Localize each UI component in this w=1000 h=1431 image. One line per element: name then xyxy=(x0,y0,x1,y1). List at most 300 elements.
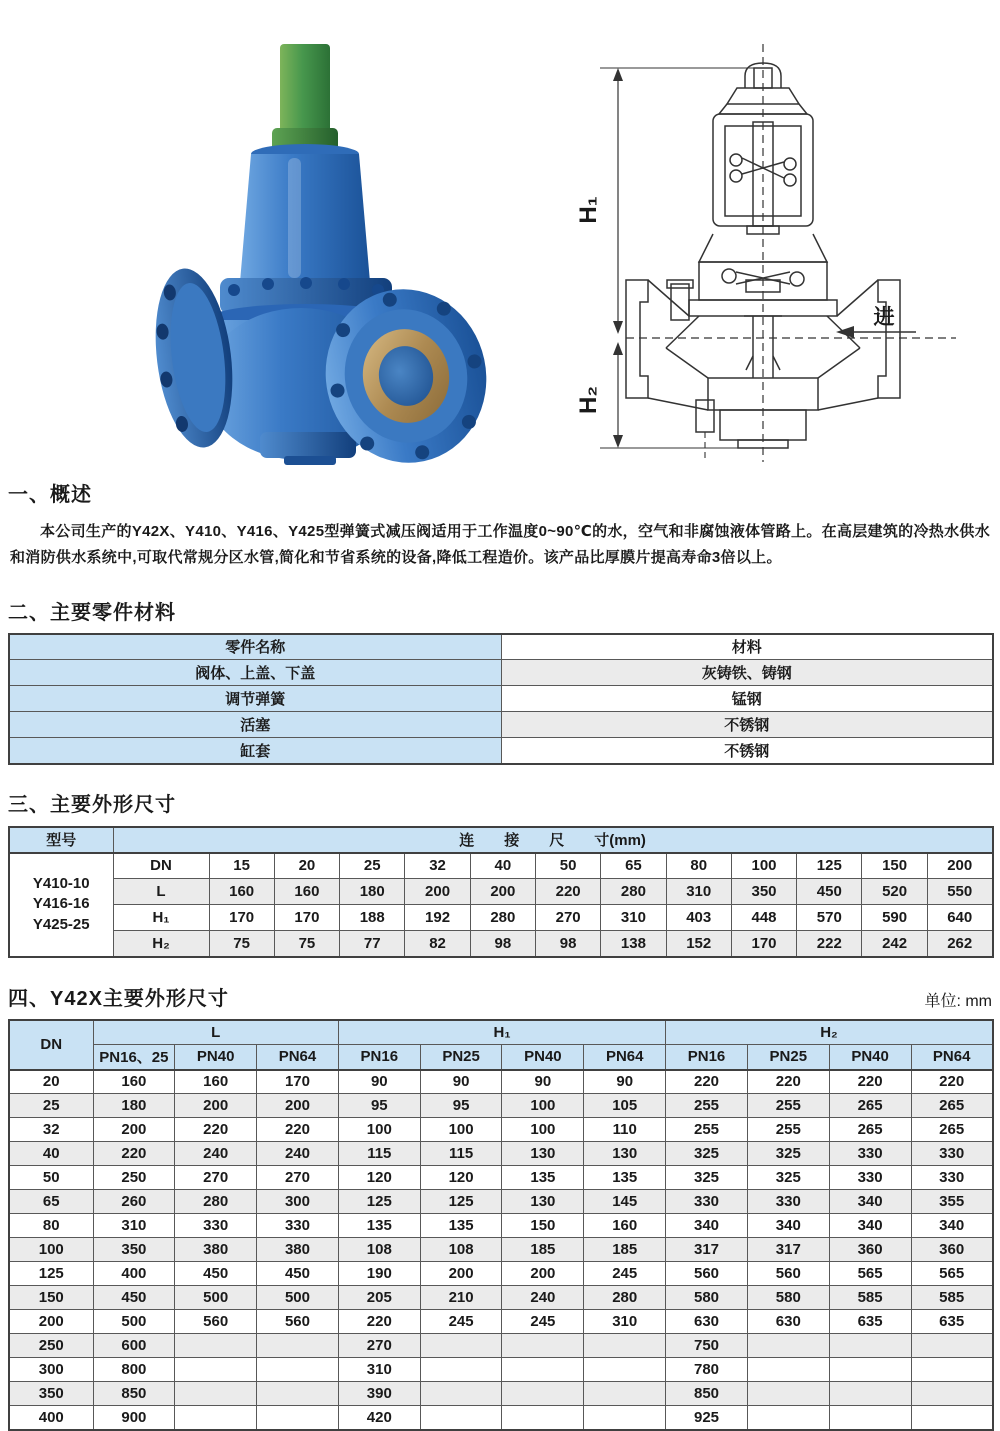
cell: 210 xyxy=(420,1286,502,1310)
cell: 260 xyxy=(93,1190,175,1214)
part-name: 缸套 xyxy=(9,738,501,764)
cell: 330 xyxy=(175,1214,257,1238)
cell: 850 xyxy=(666,1382,748,1406)
cell: 75 xyxy=(274,931,339,957)
cell xyxy=(747,1382,829,1406)
cell: 15 xyxy=(209,853,274,879)
cell: 550 xyxy=(927,879,992,905)
cell: 380 xyxy=(257,1238,339,1262)
pn-header: PN64 xyxy=(584,1045,666,1070)
cell: 640 xyxy=(927,905,992,931)
cell xyxy=(420,1358,502,1382)
cell: 317 xyxy=(666,1238,748,1262)
cell xyxy=(911,1382,993,1406)
pn-header: PN40 xyxy=(829,1045,911,1070)
dim-header-row xyxy=(9,827,993,853)
cell: 245 xyxy=(584,1262,666,1286)
cell: 350 xyxy=(93,1238,175,1262)
cell: 570 xyxy=(797,905,862,931)
cell: 325 xyxy=(747,1166,829,1190)
cell: 255 xyxy=(747,1118,829,1142)
cell: 255 xyxy=(666,1118,748,1142)
row-label: H₂ xyxy=(113,931,209,957)
cell: 255 xyxy=(666,1094,748,1118)
cell: 220 xyxy=(747,1070,829,1094)
cell xyxy=(911,1406,993,1430)
cell: 95 xyxy=(420,1094,502,1118)
cell: 25 xyxy=(9,1094,93,1118)
cell xyxy=(829,1382,911,1406)
cell: 300 xyxy=(9,1358,93,1382)
cell: 585 xyxy=(911,1286,993,1310)
materials-row xyxy=(9,660,993,686)
cell: 150 xyxy=(502,1214,584,1238)
table-row xyxy=(9,1070,993,1094)
cell: 560 xyxy=(747,1262,829,1286)
cell xyxy=(420,1406,502,1430)
cell: 310 xyxy=(666,879,731,905)
model-column-header: 型号 xyxy=(9,827,113,853)
cell: 185 xyxy=(502,1238,584,1262)
cell: 580 xyxy=(666,1286,748,1310)
section-y42x-title: 四、Y42X主要外形尺寸 xyxy=(8,987,229,1010)
cell: 205 xyxy=(338,1286,420,1310)
adjust-screw xyxy=(280,44,330,136)
cell: 108 xyxy=(420,1238,502,1262)
cell: 580 xyxy=(747,1286,829,1310)
cell: 340 xyxy=(829,1214,911,1238)
part-material: 不锈钢 xyxy=(501,738,993,764)
pn-header: PN64 xyxy=(257,1045,339,1070)
cell: 185 xyxy=(584,1238,666,1262)
cell: 360 xyxy=(829,1238,911,1262)
cell: 265 xyxy=(829,1094,911,1118)
cell: 90 xyxy=(420,1070,502,1094)
cell: 800 xyxy=(93,1358,175,1382)
cell: 100 xyxy=(420,1118,502,1142)
section-overview-title: 一、概述 xyxy=(8,484,92,506)
cell: 170 xyxy=(209,905,274,931)
y42x-dimensions-table xyxy=(8,1019,994,1431)
cell: 265 xyxy=(911,1094,993,1118)
cell xyxy=(911,1334,993,1358)
cell: 310 xyxy=(338,1358,420,1382)
cell: 220 xyxy=(829,1070,911,1094)
pn-header: PN25 xyxy=(420,1045,502,1070)
cell xyxy=(175,1406,257,1430)
cell xyxy=(829,1406,911,1430)
cell: 170 xyxy=(731,931,796,957)
valve-photo-shapes xyxy=(146,44,502,478)
cell: 420 xyxy=(338,1406,420,1430)
cell: 270 xyxy=(175,1166,257,1190)
valve-photo xyxy=(108,28,500,475)
cell: 500 xyxy=(175,1286,257,1310)
cell: 400 xyxy=(9,1406,93,1430)
cell: 630 xyxy=(666,1310,748,1334)
valve-drawing-svg xyxy=(548,38,972,468)
materials-table xyxy=(8,633,994,765)
cell: 95 xyxy=(338,1094,420,1118)
cell: 160 xyxy=(209,879,274,905)
table-row xyxy=(9,1382,993,1406)
left-flange-plate xyxy=(626,280,648,398)
cell: 170 xyxy=(274,905,339,931)
section-materials-title: 二、主要零件材料 xyxy=(8,601,176,624)
cell xyxy=(257,1334,339,1358)
table-row xyxy=(9,1358,993,1382)
cell: 200 xyxy=(175,1094,257,1118)
cell: 310 xyxy=(584,1310,666,1334)
cell: 270 xyxy=(257,1166,339,1190)
cell: 82 xyxy=(405,931,470,957)
cell: 125 xyxy=(797,853,862,879)
cell: 240 xyxy=(175,1142,257,1166)
cell: 600 xyxy=(93,1334,175,1358)
cell: 75 xyxy=(209,931,274,957)
cell: 100 xyxy=(731,853,796,879)
cell xyxy=(257,1382,339,1406)
cell xyxy=(257,1358,339,1382)
inlet-label: 进 xyxy=(873,306,895,329)
materials-row xyxy=(9,712,993,738)
cell: 317 xyxy=(747,1238,829,1262)
cell: 330 xyxy=(911,1166,993,1190)
table-row xyxy=(9,1094,993,1118)
cell xyxy=(502,1334,584,1358)
group-header-l: L xyxy=(93,1020,338,1045)
cell: 100 xyxy=(338,1118,420,1142)
materials-row xyxy=(9,686,993,712)
cell xyxy=(911,1358,993,1382)
cell: 20 xyxy=(274,853,339,879)
model-list-cell xyxy=(9,853,113,957)
cell: 635 xyxy=(911,1310,993,1334)
cell: 100 xyxy=(9,1238,93,1262)
connection-size-header: 连 接 尺 寸(mm) xyxy=(113,827,993,853)
cell: 220 xyxy=(175,1118,257,1142)
cell: 390 xyxy=(338,1382,420,1406)
cell: 98 xyxy=(470,931,535,957)
cell xyxy=(257,1406,339,1430)
dim-row-l xyxy=(9,879,993,905)
cell: 135 xyxy=(420,1214,502,1238)
cell: 130 xyxy=(502,1142,584,1166)
cell: 585 xyxy=(829,1286,911,1310)
cell: 192 xyxy=(405,905,470,931)
cell: 80 xyxy=(666,853,731,879)
col-header-part-name: 零件名称 xyxy=(9,634,501,660)
cell xyxy=(829,1334,911,1358)
figure-area xyxy=(0,0,1000,470)
cell: 450 xyxy=(797,879,862,905)
table-row xyxy=(9,1118,993,1142)
pn-header: PN25 xyxy=(747,1045,829,1070)
cell: 450 xyxy=(257,1262,339,1286)
cell: 270 xyxy=(338,1334,420,1358)
cell xyxy=(420,1382,502,1406)
cell: 255 xyxy=(747,1094,829,1118)
cell: 77 xyxy=(340,931,405,957)
cell xyxy=(420,1334,502,1358)
cell: 220 xyxy=(93,1142,175,1166)
cell: 160 xyxy=(175,1070,257,1094)
cell xyxy=(584,1406,666,1430)
part-material: 不锈钢 xyxy=(501,712,993,738)
cell: 160 xyxy=(274,879,339,905)
cell: 240 xyxy=(257,1142,339,1166)
cell: 220 xyxy=(338,1310,420,1334)
section-y42x-header xyxy=(8,982,992,1011)
y42x-header-row-groups xyxy=(9,1020,993,1045)
cell: 110 xyxy=(584,1118,666,1142)
pn-header: PN16、25 xyxy=(93,1045,175,1070)
cell: 925 xyxy=(666,1406,748,1430)
cell: 115 xyxy=(338,1142,420,1166)
cell: 500 xyxy=(93,1310,175,1334)
table-row xyxy=(9,1406,993,1430)
cell: 50 xyxy=(9,1166,93,1190)
cell: 160 xyxy=(93,1070,175,1094)
cell: 135 xyxy=(584,1166,666,1190)
cell: 108 xyxy=(338,1238,420,1262)
table-row xyxy=(9,1286,993,1310)
cell: 200 xyxy=(927,853,992,879)
cell: 98 xyxy=(535,931,600,957)
part-material: 锰钢 xyxy=(501,686,993,712)
cell: 90 xyxy=(502,1070,584,1094)
cell: 340 xyxy=(747,1214,829,1238)
cell: 80 xyxy=(9,1214,93,1238)
cell: 325 xyxy=(666,1142,748,1166)
y42x-header-row-pn xyxy=(9,1045,993,1070)
cell: 340 xyxy=(829,1190,911,1214)
valve-technical-drawing xyxy=(548,38,972,473)
part-name: 调节弹簧 xyxy=(9,686,501,712)
cell: 280 xyxy=(470,905,535,931)
cell: 565 xyxy=(911,1262,993,1286)
bottom-cap xyxy=(260,432,356,458)
materials-row xyxy=(9,738,993,764)
cell xyxy=(175,1382,257,1406)
cell: 325 xyxy=(666,1166,748,1190)
pn-header: PN64 xyxy=(911,1045,993,1070)
cell: 635 xyxy=(829,1310,911,1334)
spring-housing xyxy=(240,154,370,282)
cell: 120 xyxy=(338,1166,420,1190)
table-row xyxy=(9,1238,993,1262)
cell: 180 xyxy=(340,879,405,905)
cell: 40 xyxy=(470,853,535,879)
cell: 380 xyxy=(175,1238,257,1262)
cell: 125 xyxy=(420,1190,502,1214)
cell: 115 xyxy=(420,1142,502,1166)
cell: 50 xyxy=(535,853,600,879)
cell: 130 xyxy=(584,1142,666,1166)
cell: 500 xyxy=(257,1286,339,1310)
cell: 325 xyxy=(747,1142,829,1166)
cell: 262 xyxy=(927,931,992,957)
cell xyxy=(502,1382,584,1406)
cell xyxy=(584,1382,666,1406)
cell: 220 xyxy=(666,1070,748,1094)
cell: 350 xyxy=(731,879,796,905)
cell: 90 xyxy=(338,1070,420,1094)
cell: 403 xyxy=(666,905,731,931)
cell: 340 xyxy=(666,1214,748,1238)
cell: 32 xyxy=(9,1118,93,1142)
part-name: 活塞 xyxy=(9,712,501,738)
cell: 220 xyxy=(911,1070,993,1094)
cell: 125 xyxy=(9,1262,93,1286)
cell: 20 xyxy=(9,1070,93,1094)
cell: 150 xyxy=(9,1286,93,1310)
cell: 135 xyxy=(502,1166,584,1190)
cell: 780 xyxy=(666,1358,748,1382)
cell xyxy=(584,1334,666,1358)
table-row xyxy=(9,1334,993,1358)
section-dimensions-title: 三、主要外形尺寸 xyxy=(8,793,176,816)
cell: 560 xyxy=(257,1310,339,1334)
cell: 560 xyxy=(175,1310,257,1334)
cell: 280 xyxy=(175,1190,257,1214)
cell: 200 xyxy=(257,1094,339,1118)
cell xyxy=(502,1406,584,1430)
cell: 65 xyxy=(601,853,666,879)
cell xyxy=(829,1358,911,1382)
pn-header: PN16 xyxy=(338,1045,420,1070)
cell: 590 xyxy=(862,905,927,931)
cell: 100 xyxy=(502,1118,584,1142)
cell: 200 xyxy=(93,1118,175,1142)
cell: 330 xyxy=(747,1190,829,1214)
cell: 220 xyxy=(535,879,600,905)
cell: 280 xyxy=(584,1286,666,1310)
right-flange-plate xyxy=(878,280,900,398)
cell: 188 xyxy=(340,905,405,931)
cell: 240 xyxy=(502,1286,584,1310)
cell xyxy=(502,1358,584,1382)
model-name: Y410-10 xyxy=(32,875,90,893)
cell: 200 xyxy=(502,1262,584,1286)
cell: 138 xyxy=(601,931,666,957)
cell: 190 xyxy=(338,1262,420,1286)
cell: 360 xyxy=(911,1238,993,1262)
pn-header: PN40 xyxy=(502,1045,584,1070)
cell: 280 xyxy=(601,879,666,905)
cell: 152 xyxy=(666,931,731,957)
col-header-material: 材料 xyxy=(501,634,993,660)
cell: 400 xyxy=(93,1262,175,1286)
cell: 40 xyxy=(9,1142,93,1166)
cell: 265 xyxy=(911,1118,993,1142)
connection-dimensions-table xyxy=(8,826,994,958)
cell: 330 xyxy=(911,1142,993,1166)
cell: 245 xyxy=(420,1310,502,1334)
valve-photo-svg xyxy=(108,28,500,470)
dn-column-header: DN xyxy=(9,1020,93,1070)
cell: 300 xyxy=(257,1190,339,1214)
h1-dimension-label: H₁ xyxy=(575,196,602,224)
cell: 340 xyxy=(911,1214,993,1238)
cell: 160 xyxy=(584,1214,666,1238)
cell: 145 xyxy=(584,1190,666,1214)
cell: 150 xyxy=(862,853,927,879)
cell xyxy=(747,1358,829,1382)
cell: 330 xyxy=(666,1190,748,1214)
overview-paragraph: 本公司生产的Y42X、Y410、Y416、Y425型弹簧式减压阀适用于工作温度0~90℃的水，空气和非腐蚀液体管路上。在高层建筑的冷热水供水和消防供水系统中,可取代常规分区水管,简化和节省系统的设备,降低工程造价。该产品比厚膜片提高寿命3倍以上。 xyxy=(10,523,990,567)
cell: 25 xyxy=(340,853,405,879)
model-name: Y416-16 xyxy=(32,895,90,913)
table-row xyxy=(9,1190,993,1214)
cell: 125 xyxy=(338,1190,420,1214)
cell xyxy=(175,1358,257,1382)
cell: 250 xyxy=(93,1166,175,1190)
table-row xyxy=(9,1214,993,1238)
cell: 310 xyxy=(93,1214,175,1238)
table-row xyxy=(9,1142,993,1166)
cell: 242 xyxy=(862,931,927,957)
cell: 310 xyxy=(601,905,666,931)
cell: 32 xyxy=(405,853,470,879)
cell: 245 xyxy=(502,1310,584,1334)
dim-row-h1 xyxy=(9,905,993,931)
cell: 200 xyxy=(9,1310,93,1334)
pn-header: PN40 xyxy=(175,1045,257,1070)
cell: 130 xyxy=(502,1190,584,1214)
cell: 222 xyxy=(797,931,862,957)
cell: 350 xyxy=(9,1382,93,1406)
cell xyxy=(747,1334,829,1358)
h2-dimension-label: H₂ xyxy=(575,386,602,414)
cell: 65 xyxy=(9,1190,93,1214)
cell: 135 xyxy=(338,1214,420,1238)
cell: 220 xyxy=(257,1118,339,1142)
cell: 170 xyxy=(257,1070,339,1094)
row-label: DN xyxy=(113,853,209,879)
y42x-table-body xyxy=(9,1070,993,1430)
cell: 200 xyxy=(470,879,535,905)
cell: 90 xyxy=(584,1070,666,1094)
cell: 330 xyxy=(829,1142,911,1166)
group-header-h1: H₁ xyxy=(338,1020,665,1045)
cell: 100 xyxy=(502,1094,584,1118)
cell: 270 xyxy=(535,905,600,931)
cell: 448 xyxy=(731,905,796,931)
cell: 450 xyxy=(93,1286,175,1310)
part-material: 灰铸铁、铸钢 xyxy=(501,660,993,686)
table-row xyxy=(9,1166,993,1190)
cell: 250 xyxy=(9,1334,93,1358)
dim-row-dn xyxy=(9,853,993,879)
row-label: L xyxy=(113,879,209,905)
model-name: Y425-25 xyxy=(32,915,90,933)
table-row xyxy=(9,1310,993,1334)
cell: 200 xyxy=(420,1262,502,1286)
cell: 450 xyxy=(175,1262,257,1286)
cell: 330 xyxy=(257,1214,339,1238)
materials-header-row xyxy=(9,634,993,660)
cell: 120 xyxy=(420,1166,502,1190)
cell: 560 xyxy=(666,1262,748,1286)
table-row xyxy=(9,1262,993,1286)
cell: 330 xyxy=(829,1166,911,1190)
cell: 180 xyxy=(93,1094,175,1118)
cell: 265 xyxy=(829,1118,911,1142)
pn-header: PN16 xyxy=(666,1045,748,1070)
cell: 850 xyxy=(93,1382,175,1406)
part-name: 阀体、上盖、下盖 xyxy=(9,660,501,686)
